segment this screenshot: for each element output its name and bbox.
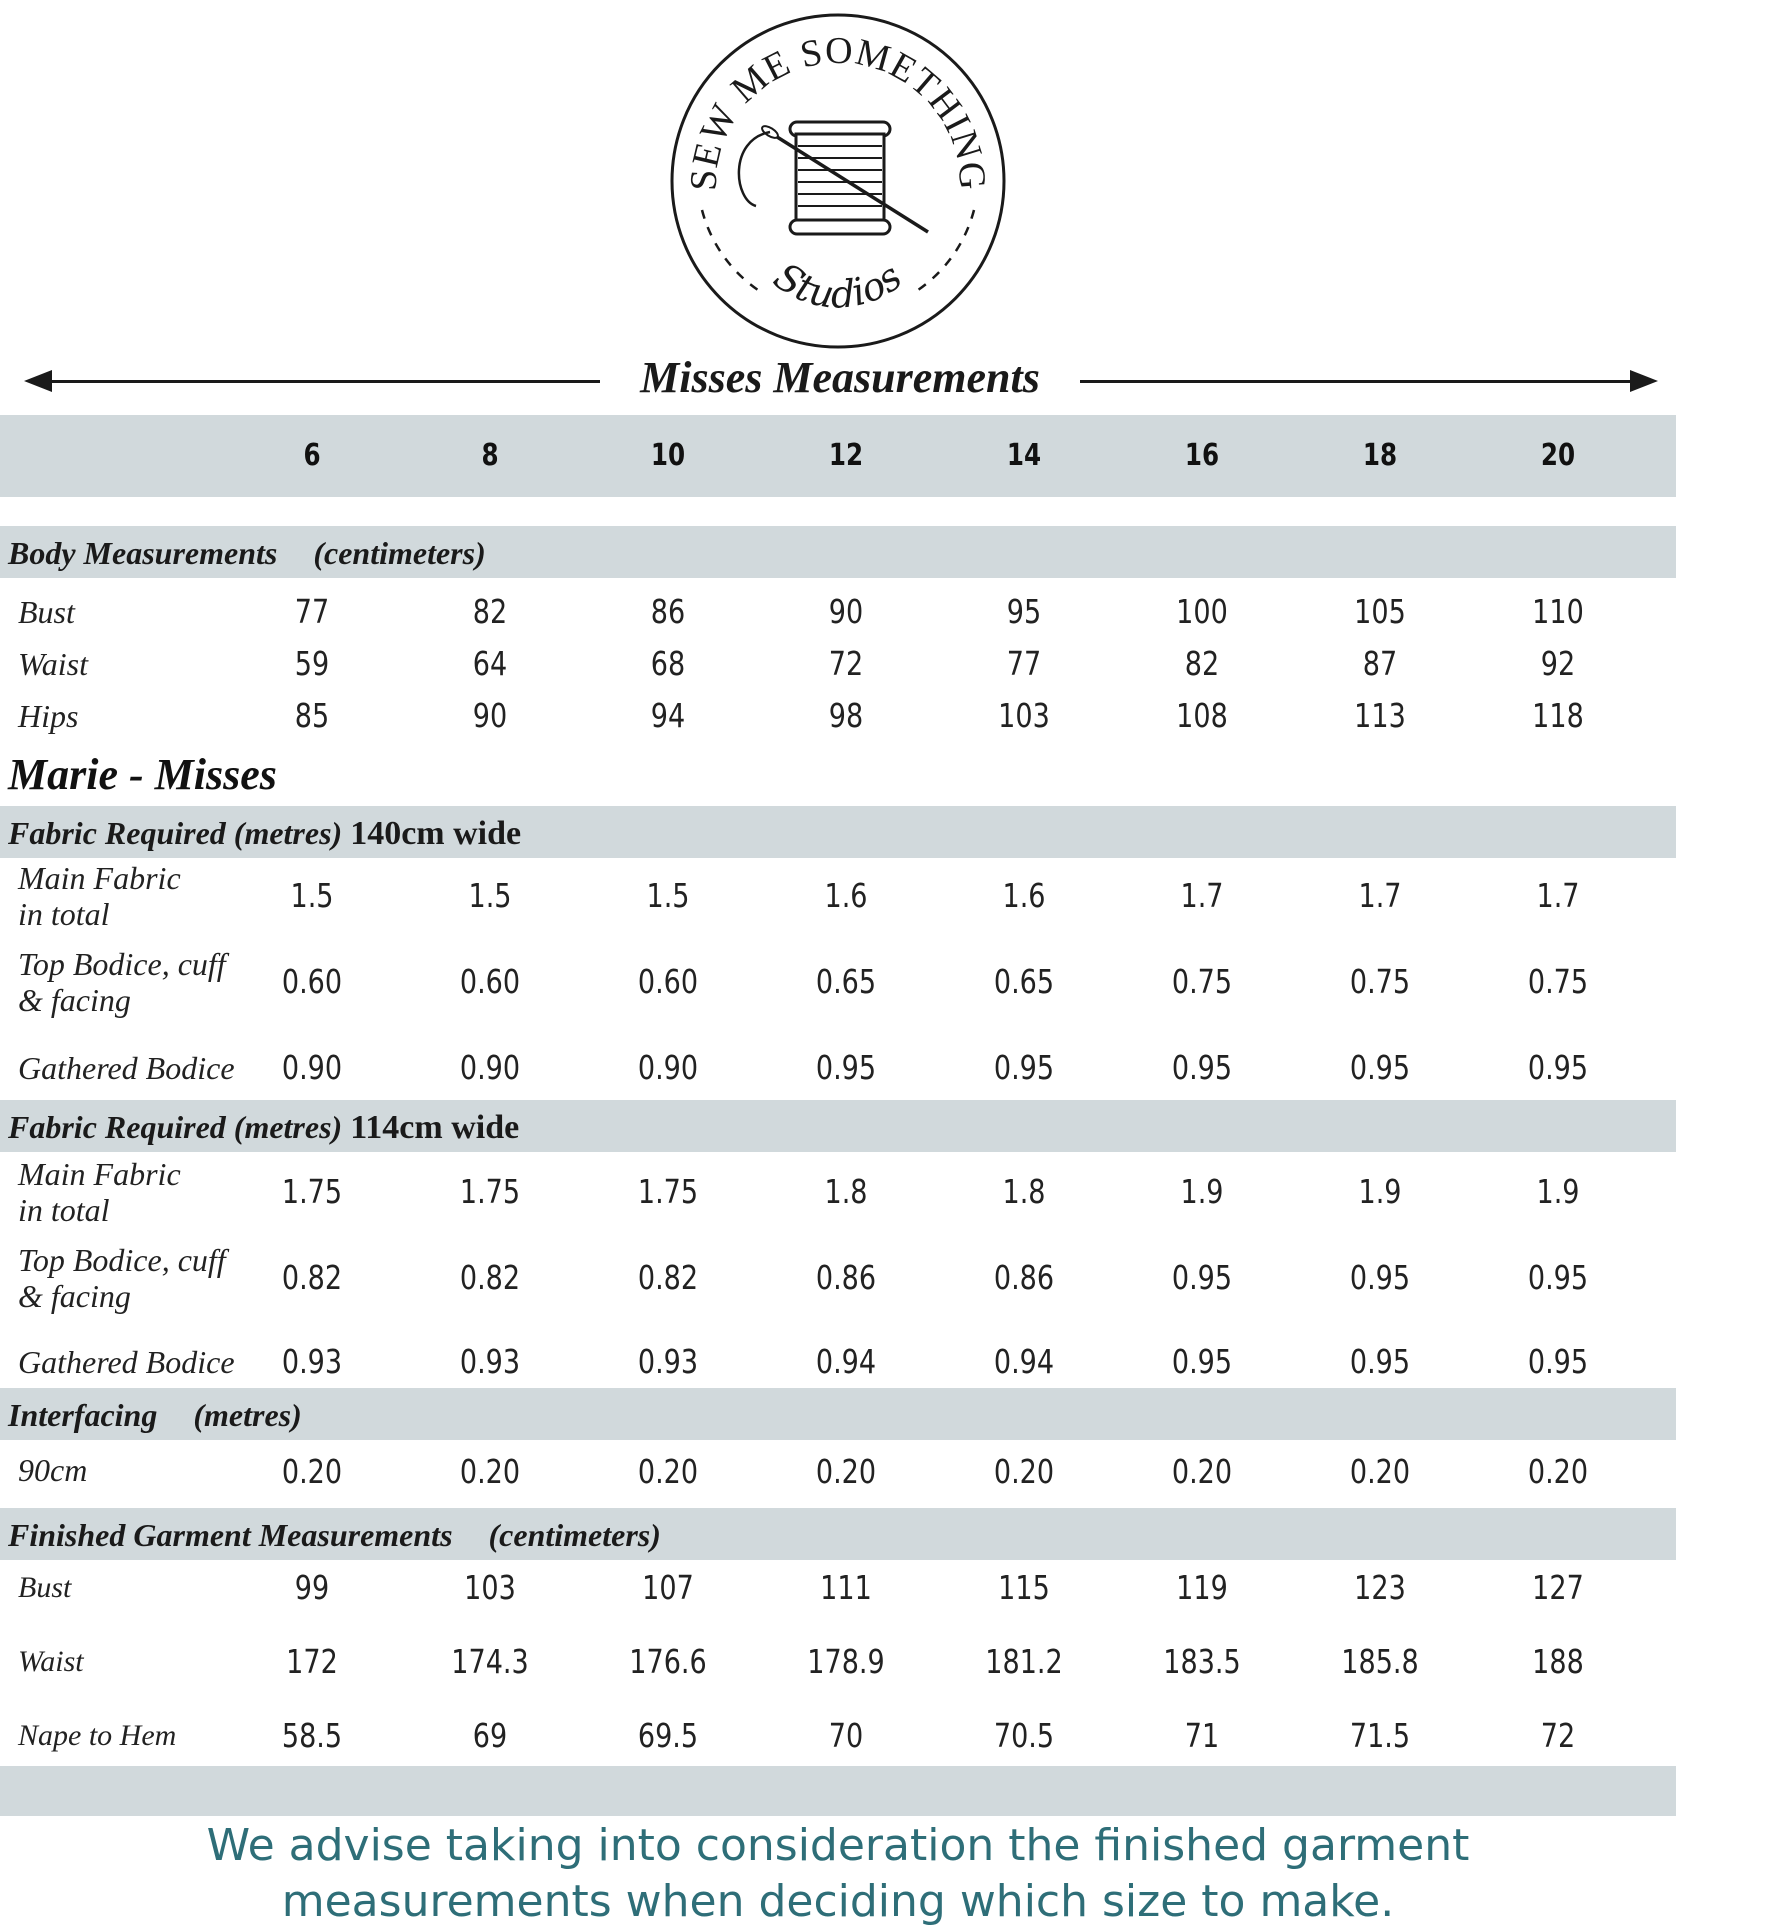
- body-measurements-header: [0, 526, 1676, 578]
- value-cell: 176.6: [629, 1642, 707, 1681]
- value-cell: 1.7: [1180, 876, 1224, 915]
- size-label: 12: [828, 438, 864, 473]
- value-cell: 99: [294, 1568, 330, 1607]
- table-row: [0, 946, 1676, 1026]
- value-cell: 0.65: [815, 962, 877, 1001]
- value-cell: 59: [294, 644, 330, 683]
- row-label: Top Bodice, cuff: [18, 946, 226, 982]
- row-label: Hips: [18, 698, 79, 734]
- value-cell: 1.75: [637, 1172, 699, 1211]
- row-label: Bust: [18, 1571, 72, 1604]
- table-row: [0, 1046, 1676, 1090]
- table-row: [0, 1450, 1676, 1494]
- table-row: [0, 860, 1676, 940]
- section-title: Fabric Required (metres): [8, 1109, 343, 1145]
- garment-title: Marie - Misses: [8, 750, 277, 799]
- value-cell: 0.95: [1527, 1342, 1589, 1381]
- value-cell: 172: [286, 1642, 338, 1681]
- value-cell: 0.95: [1527, 1258, 1589, 1297]
- value-cell: 1.5: [290, 876, 334, 915]
- value-cell: 1.8: [1002, 1172, 1046, 1211]
- fabric-width: 140cm wide: [350, 815, 522, 852]
- value-cell: 1.8: [824, 1172, 868, 1211]
- row-label: Main Fabric: [18, 860, 181, 896]
- value-cell: 1.5: [646, 876, 690, 915]
- value-cell: 0.95: [1171, 1048, 1233, 1087]
- value-cell: 0.95: [1349, 1258, 1411, 1297]
- value-cell: 181.2: [985, 1642, 1063, 1681]
- value-cell: 0.94: [815, 1342, 877, 1381]
- value-cell: 82: [472, 592, 508, 631]
- fabric-width: 114cm wide: [350, 1109, 520, 1146]
- arrow-line-left: [50, 380, 600, 383]
- arrow-right-icon: [1630, 370, 1658, 392]
- value-cell: 77: [294, 592, 330, 631]
- table-row: [0, 1156, 1676, 1236]
- row-label: Waist: [18, 646, 88, 682]
- value-cell: 0.86: [993, 1258, 1055, 1297]
- value-cell: 82: [1184, 644, 1220, 683]
- value-cell: 123: [1354, 1568, 1406, 1607]
- value-cell: 0.75: [1171, 962, 1233, 1001]
- row-label: Main Fabric: [18, 1156, 181, 1192]
- value-cell: 58.5: [281, 1716, 343, 1755]
- value-cell: 71.5: [1349, 1716, 1411, 1755]
- value-cell: 1.7: [1358, 876, 1402, 915]
- row-label: Top Bodice, cuff: [18, 1242, 226, 1278]
- row-label: Gathered Bodice: [18, 1344, 235, 1380]
- row-label: Nape to Hem: [18, 1719, 177, 1752]
- studio-logo: [658, 10, 1018, 352]
- value-cell: 0.20: [1171, 1452, 1233, 1491]
- value-cell: 1.9: [1180, 1172, 1224, 1211]
- value-cell: 0.20: [1527, 1452, 1589, 1491]
- value-cell: 103: [998, 696, 1050, 735]
- section-title: Body Measurements: [8, 535, 278, 571]
- title-row: [0, 350, 1680, 406]
- value-cell: 188: [1532, 1642, 1584, 1681]
- value-cell: 0.75: [1349, 962, 1411, 1001]
- value-cell: 98: [828, 696, 864, 735]
- value-cell: 0.60: [637, 962, 699, 1001]
- value-cell: 90: [828, 592, 864, 631]
- fabric-114-header: [0, 1100, 1676, 1152]
- value-cell: 127: [1532, 1568, 1584, 1607]
- value-cell: 0.20: [637, 1452, 699, 1491]
- finished-measurements-header: [0, 1508, 1676, 1560]
- value-cell: 0.94: [993, 1342, 1055, 1381]
- value-cell: 1.5: [468, 876, 512, 915]
- value-cell: 105: [1354, 592, 1406, 631]
- value-cell: 1.75: [281, 1172, 343, 1211]
- value-cell: 110: [1532, 592, 1584, 631]
- value-cell: 0.20: [459, 1452, 521, 1491]
- value-cell: 185.8: [1341, 1642, 1419, 1681]
- advice-note: [0, 1818, 1676, 1930]
- value-cell: 0.90: [459, 1048, 521, 1087]
- row-label: Gathered Bodice: [18, 1050, 235, 1086]
- value-cell: 100: [1176, 592, 1228, 631]
- value-cell: 1.7: [1536, 876, 1580, 915]
- value-cell: 0.95: [1527, 1048, 1589, 1087]
- value-cell: 70.5: [993, 1716, 1055, 1755]
- value-cell: 111: [820, 1568, 872, 1607]
- value-cell: 85: [294, 696, 330, 735]
- row-label-line2: & facing: [18, 982, 131, 1018]
- value-cell: 0.20: [993, 1452, 1055, 1491]
- size-label: 20: [1540, 438, 1576, 473]
- size-label: 18: [1362, 438, 1398, 473]
- value-cell: 72: [1540, 1716, 1576, 1755]
- value-cell: 113: [1354, 696, 1406, 735]
- advice-note-line2: measurements when deciding which size to make.: [281, 1876, 1395, 1927]
- value-cell: 183.5: [1163, 1642, 1241, 1681]
- value-cell: 0.93: [637, 1342, 699, 1381]
- section-title: Interfacing: [8, 1397, 158, 1433]
- table-row: [0, 1340, 1676, 1384]
- row-label: Bust: [18, 594, 75, 630]
- value-cell: 0.20: [1349, 1452, 1411, 1491]
- value-cell: 0.82: [281, 1258, 343, 1297]
- value-cell: 72: [828, 644, 864, 683]
- arrow-left-icon: [24, 370, 52, 392]
- value-cell: 108: [1176, 696, 1228, 735]
- fabric-140-header: [0, 806, 1676, 858]
- value-cell: 0.93: [281, 1342, 343, 1381]
- value-cell: 103: [464, 1568, 516, 1607]
- value-cell: 0.93: [459, 1342, 521, 1381]
- size-label: 16: [1184, 438, 1220, 473]
- section-unit: (metres): [193, 1397, 302, 1433]
- value-cell: 0.95: [1171, 1258, 1233, 1297]
- value-cell: 1.9: [1536, 1172, 1580, 1211]
- value-cell: 0.90: [637, 1048, 699, 1087]
- table-row: [0, 1242, 1676, 1322]
- section-unit: (centimeters): [313, 535, 486, 571]
- row-label: Waist: [18, 1645, 84, 1678]
- value-cell: 0.86: [815, 1258, 877, 1297]
- logo-top-text: SEW ME SOMETHING: [682, 29, 994, 192]
- value-cell: 92: [1540, 644, 1576, 683]
- value-cell: 174.3: [451, 1642, 529, 1681]
- value-cell: 178.9: [807, 1642, 885, 1681]
- size-header: [0, 415, 1676, 497]
- value-cell: 119: [1176, 1568, 1228, 1607]
- footer-band: [0, 1766, 1676, 1816]
- value-cell: 0.75: [1527, 962, 1589, 1001]
- value-cell: 0.82: [459, 1258, 521, 1297]
- arrow-line-right: [1080, 380, 1632, 383]
- size-label: 6: [303, 438, 321, 473]
- table-row: [0, 1640, 1676, 1684]
- value-cell: 0.95: [815, 1048, 877, 1087]
- logo-bottom-text: Studios: [766, 253, 910, 317]
- value-cell: 0.95: [1349, 1342, 1411, 1381]
- value-cell: 0.95: [993, 1048, 1055, 1087]
- value-cell: 94: [650, 696, 686, 735]
- table-row: [0, 1714, 1676, 1758]
- value-cell: 107: [642, 1568, 694, 1607]
- value-cell: 0.60: [281, 962, 343, 1001]
- value-cell: 68: [650, 644, 686, 683]
- value-cell: 87: [1362, 644, 1398, 683]
- value-cell: 1.75: [459, 1172, 521, 1211]
- table-row: [0, 1566, 1676, 1610]
- value-cell: 0.65: [993, 962, 1055, 1001]
- value-cell: 69: [472, 1716, 508, 1755]
- value-cell: 90: [472, 696, 508, 735]
- value-cell: 1.6: [824, 876, 868, 915]
- value-cell: 77: [1006, 644, 1042, 683]
- row-label: 90cm: [18, 1452, 88, 1488]
- value-cell: 86: [650, 592, 686, 631]
- value-cell: 0.90: [281, 1048, 343, 1087]
- interfacing-header: [0, 1388, 1676, 1440]
- value-cell: 1.6: [1002, 876, 1046, 915]
- value-cell: 0.20: [815, 1452, 877, 1491]
- size-label: 10: [650, 438, 686, 473]
- size-label: 8: [481, 438, 499, 473]
- value-cell: 0.20: [281, 1452, 343, 1491]
- table-row: [0, 694, 1676, 738]
- value-cell: 71: [1184, 1716, 1220, 1755]
- row-label-line2: in total: [18, 1192, 110, 1228]
- value-cell: 118: [1532, 696, 1584, 735]
- section-title: Fabric Required (metres): [8, 815, 343, 851]
- value-cell: 115: [998, 1568, 1050, 1607]
- value-cell: 1.9: [1358, 1172, 1402, 1211]
- value-cell: 0.60: [459, 962, 521, 1001]
- value-cell: 70: [828, 1716, 864, 1755]
- table-row: [0, 590, 1676, 634]
- row-label-line2: in total: [18, 896, 110, 932]
- value-cell: 0.95: [1171, 1342, 1233, 1381]
- value-cell: 64: [472, 644, 508, 683]
- value-cell: 0.95: [1349, 1048, 1411, 1087]
- page-title: Misses Measurements: [640, 353, 1040, 402]
- advice-note-line1: We advise taking into consideration the finished garment: [206, 1820, 1470, 1871]
- table-row: [0, 642, 1676, 686]
- section-title: Finished Garment Measurements: [8, 1517, 453, 1553]
- section-unit: (centimeters): [488, 1517, 661, 1553]
- row-label-line2: & facing: [18, 1278, 131, 1314]
- value-cell: 69.5: [637, 1716, 699, 1755]
- value-cell: 95: [1006, 592, 1042, 631]
- size-label: 14: [1006, 438, 1042, 473]
- value-cell: 0.82: [637, 1258, 699, 1297]
